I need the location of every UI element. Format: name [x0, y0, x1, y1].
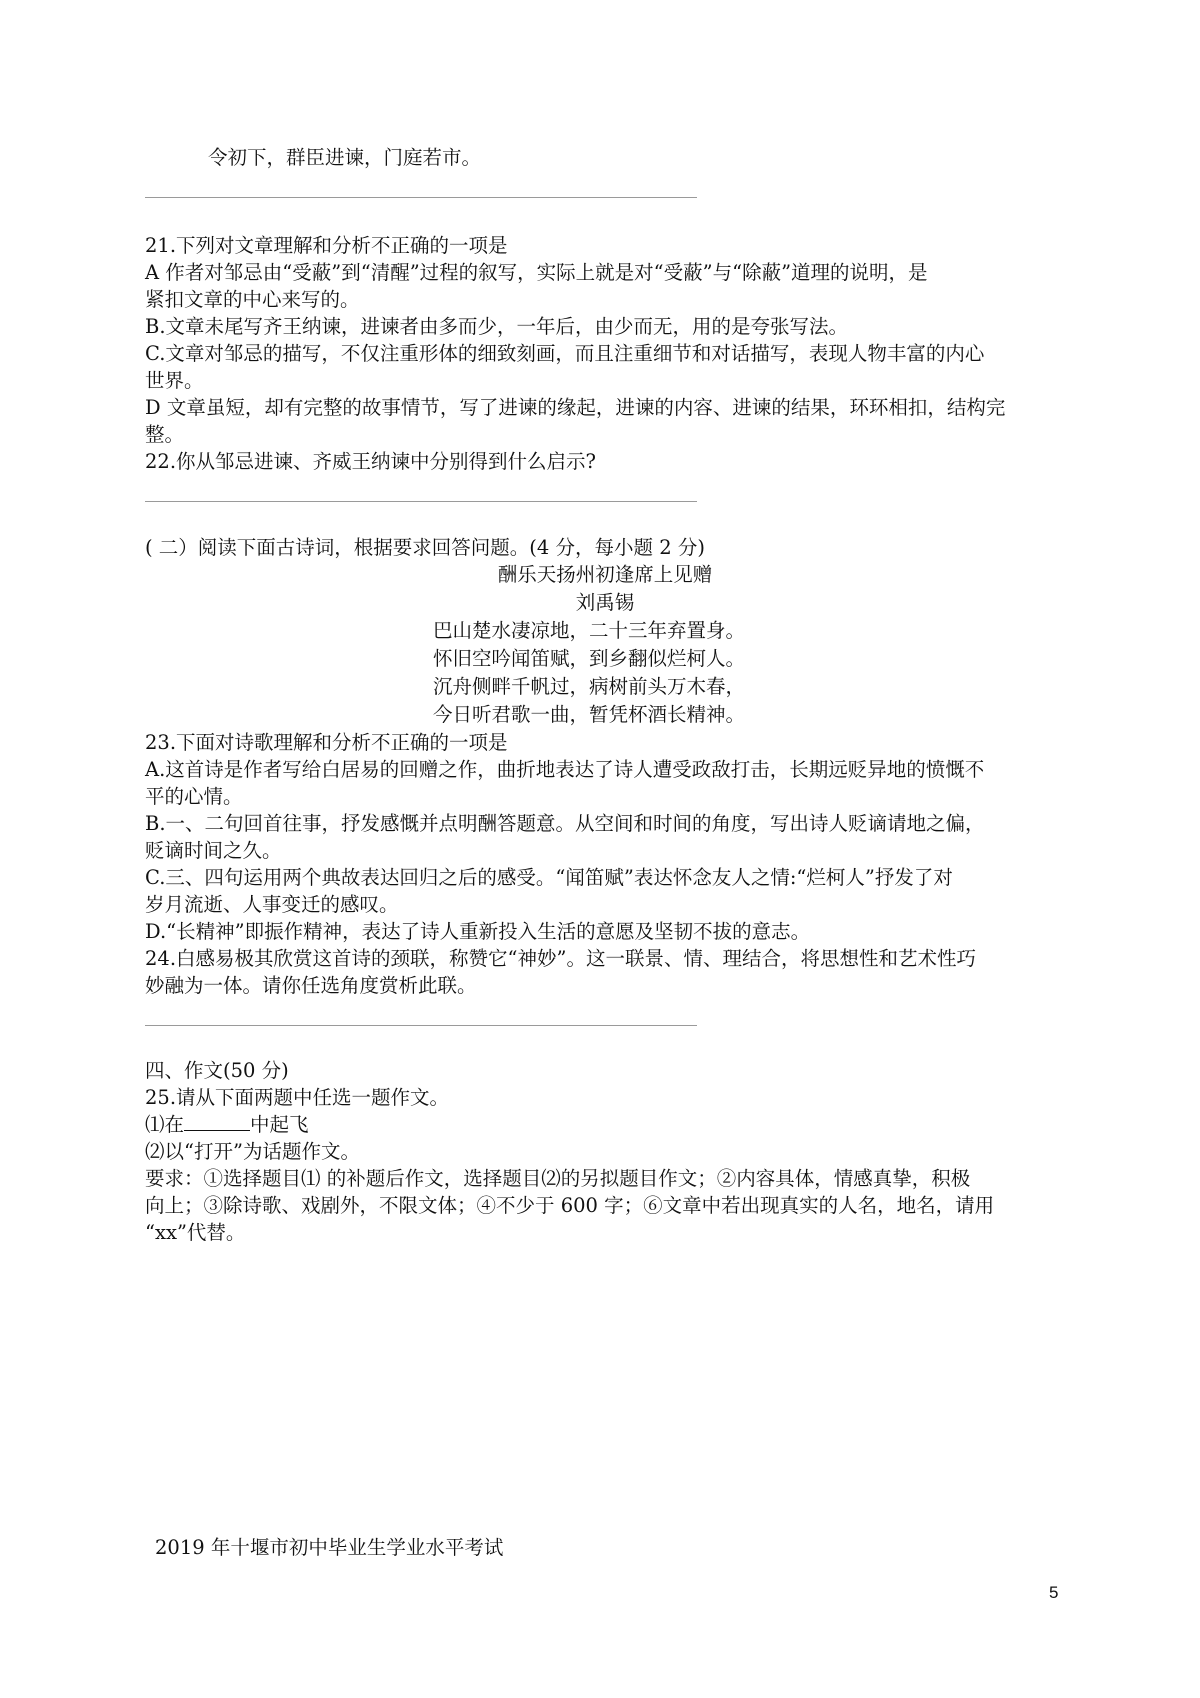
q23-option-line: D.“长精神”即振作精神，表达了诗人重新投入生活的意愿及坚韧不拔的意志。 — [145, 920, 811, 943]
exam-title-footer: 2019 年十堰市初中毕业生学业水平考试 — [155, 1536, 504, 1559]
answer-line — [145, 1025, 697, 1026]
poem-line: 怀旧空吟闻笛赋，到乡翻似烂柯人。 — [433, 647, 746, 670]
essay-topic-1 — [145, 1111, 1065, 1139]
essay-topic-2: ⑵以“打开”为话题作文。 — [145, 1140, 360, 1163]
poem-line: 今日听君歌一曲，暂凭杯酒长精神。 — [433, 703, 746, 726]
q21-option-line: B.文章未尾写齐王纳谏，进谏者由多而少，一年后，由少而无，用的是夸张写法。 — [145, 315, 849, 338]
topic1-suffix: 中起飞 — [250, 1113, 309, 1136]
poem-title: 酬乐天扬州初逢席上见赠 — [497, 563, 713, 586]
essay-requirements-line: 向上；③除诗歌、戏剧外，不限文体；④不少于 600 字；⑥文章中若出现真实的人名，地名，请用 — [145, 1194, 995, 1217]
q21-option-line: D 文章虽短，却有完整的故事情节，写了进谏的缘起，进谏的内容、进谏的结果，环环相扣，结构完 — [145, 396, 1006, 419]
q21-stem: 21.下列对文章理解和分析不正确的一项是 — [145, 234, 508, 257]
poem-author: 刘禹锡 — [575, 591, 635, 614]
answer-line — [145, 501, 697, 502]
passage-tail: 令初下，群臣进谏，门庭若市。 — [208, 146, 482, 169]
q24-line: 妙融为一体。请你任选角度赏析此联。 — [145, 974, 477, 997]
q23-option-line: 平的心情。 — [145, 785, 243, 808]
q21-option-line: A 作者对邹忌由“受蔽”到“清醒”过程的叙写，实际上就是对“受蔽”与“除蔽”道理的说明，是 — [145, 261, 928, 284]
page-number: 5 — [1049, 1583, 1059, 1602]
q23-stem: 23.下面对诗歌理解和分析不正确的一项是 — [145, 731, 508, 754]
q23-option-line: 岁月流逝、人事变迁的感叹。 — [145, 893, 399, 916]
answer-line — [145, 197, 697, 198]
q21-option-line: 整。 — [145, 423, 185, 446]
fill-in-blank — [184, 1112, 250, 1131]
q25-stem: 25.请从下面两题中任选一题作文。 — [145, 1086, 450, 1109]
q21-option-line: 紧扣文章的中心来写的。 — [145, 288, 360, 311]
poem-line: 巴山楚水凄凉地，二十三年弃置身。 — [433, 619, 746, 642]
q23-option-line: 贬谪时间之久。 — [145, 839, 282, 862]
q23-option-line: A.这首诗是作者写给白居易的回赠之作，曲折地表达了诗人遭受政敌打击，长期远贬异地的愤慨不 — [145, 758, 985, 781]
q21-option-line: 世界。 — [145, 369, 204, 392]
q21-option-line: C.文章对邹忌的描写，不仅注重形体的细致刻画，而且注重细节和对话描写，表现人物丰富的内心 — [145, 342, 985, 365]
q23-option-line: B.一、二句回首往事，抒发感慨并点明酬答题意。从空间和时间的角度，写出诗人贬谪请地之偏， — [145, 812, 985, 835]
q23-option-line: C.三、四句运用两个典故表达回归之后的感受。“闻笛赋”表达怀念友人之情:“烂柯人”抒发了对 — [145, 866, 953, 889]
essay-requirements-line: 要求：①选择题目⑴ 的补题后作文，选择题目⑵的另拟题目作文；②内容具体，情感真挚，积极 — [145, 1167, 971, 1190]
section2-heading: ( 二）阅读下面古诗词，根据要求回答问题。(4 分，每小题 2 分) — [145, 536, 705, 559]
section4-heading: 四、作文(50 分) — [145, 1059, 289, 1082]
poem-line: 沉舟侧畔千帆过，病树前头万木春， — [433, 675, 746, 698]
essay-requirements-line: “xx”代替。 — [145, 1221, 246, 1244]
q24-line: 24.白感易极其欣赏这首诗的颈联，称赞它“神妙”。这一联景、情、理结合，将思想性和艺术性巧 — [145, 947, 976, 970]
topic1-prefix: ⑴在 — [145, 1113, 185, 1136]
q22-stem: 22.你从邹忌进谏、齐威王纳谏中分别得到什么启示? — [145, 450, 596, 473]
